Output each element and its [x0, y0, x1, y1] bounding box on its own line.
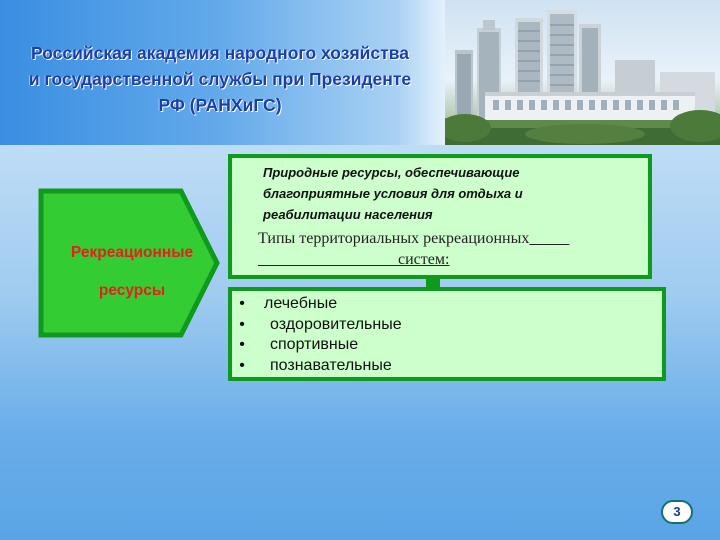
list-item-text: лечебные — [264, 295, 338, 312]
title-line-3: РФ (РАНХиГС) — [158, 95, 282, 115]
title-line-1: Российская академия народного хозяйства — [30, 43, 409, 63]
types-heading-line-2 — [258, 249, 650, 270]
underline-filler-1 — [529, 230, 569, 247]
list-item — [232, 315, 402, 336]
list-item-text: оздоровительные — [270, 315, 402, 333]
list-item-text: познавательные — [270, 356, 392, 374]
types-heading — [258, 228, 650, 270]
types-heading-line-2-text: систем: — [398, 251, 450, 268]
types-heading-line-1 — [258, 228, 650, 249]
list-item — [232, 294, 402, 315]
bullet: • — [239, 336, 245, 353]
definition-text — [263, 162, 623, 225]
list-item — [232, 356, 402, 377]
pentagon-line-2: ресурсы — [98, 282, 166, 299]
bullet: • — [239, 295, 245, 312]
types-heading-line-1-text: Типы территориальных рекреационных — [258, 230, 530, 247]
definition-line-2: благоприятные условия для отдыха и — [263, 186, 523, 201]
page-title — [0, 40, 440, 118]
bullet: • — [239, 315, 245, 333]
title-line-2: и государственной службы при Президенте — [28, 69, 412, 89]
definition-line-3: реабилитации населения — [263, 207, 433, 222]
underline-filler-2 — [258, 251, 449, 268]
types-list — [232, 294, 402, 376]
buildings-photo — [445, 0, 720, 145]
pentagon-line-1: Рекреационные — [70, 244, 194, 261]
bullet: • — [239, 356, 245, 374]
recreational-resources-label — [42, 234, 222, 310]
list-item-text: спортивные — [270, 336, 359, 353]
definition-line-1: Природные ресурсы, обеспечивающие — [263, 165, 520, 180]
page-number-badge: 3 — [661, 500, 693, 524]
list-item — [232, 335, 402, 356]
